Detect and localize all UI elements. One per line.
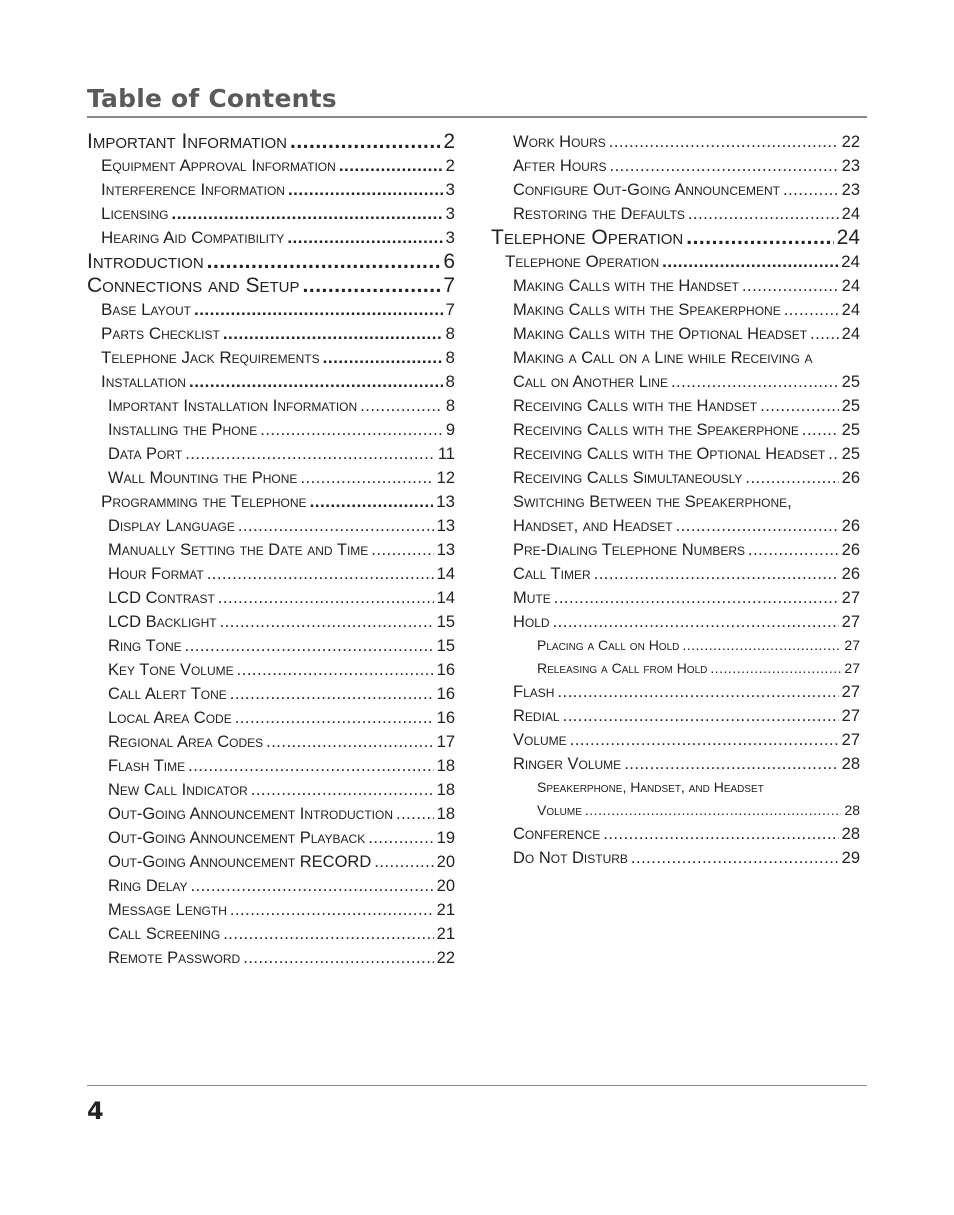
toc-entry-title: Ring Delay [108,877,188,895]
toc-entry-title: Making Calls with the Speakerphone [513,301,781,319]
toc-entry-page: 24 [841,301,860,319]
toc-entry[interactable] [87,490,455,514]
toc-left-column [87,130,455,970]
toc-entry[interactable] [87,634,455,658]
toc-entry-page: 25 [841,397,860,415]
toc-entry[interactable] [491,418,860,442]
toc-leader-dots [371,538,433,562]
toc-entry-page: 25 [841,445,860,463]
toc-leader-dots [260,418,443,442]
toc-entry[interactable] [87,466,455,490]
toc-leader-dots [603,822,838,846]
toc-leader-dots [243,946,433,970]
toc-entry[interactable] [491,610,860,634]
toc-entry-page: 22 [841,133,860,151]
toc-entry-title: Message Length [108,901,227,919]
toc-entry-page: 7 [445,300,455,319]
toc-entry[interactable] [491,274,860,298]
toc-leader-dots [557,680,838,704]
toc-entry[interactable] [87,298,455,322]
toc-entry-page: 7 [443,274,455,297]
toc-entry[interactable] [87,154,455,178]
toc-leader-dots [686,226,833,250]
toc-entry[interactable] [491,514,860,538]
toc-entry[interactable] [491,822,860,846]
toc-leader-dots [396,802,434,826]
toc-entry-page: 29 [841,849,860,867]
toc-entry-title: Ring Tone [108,637,182,655]
toc-leader-dots [223,322,443,346]
toc-leader-dots [688,202,839,226]
page-title: Table of Contents [87,84,337,113]
toc-entry-title: Pre-Dialing Telephone Numbers [513,541,745,559]
toc-entry[interactable] [491,776,860,799]
toc-leader-dots [207,250,441,274]
toc-entry[interactable] [491,298,860,322]
toc-entry-page: 28 [841,755,860,773]
toc-leader-dots [710,657,841,680]
toc-entry-page: 11 [437,445,455,463]
toc-entry-page: 13 [436,517,455,535]
toc-entry[interactable] [491,394,860,418]
toc-entry-title: Licensing [101,204,169,223]
toc-entry-title: Receiving Calls with the Speakerphone [513,421,799,439]
toc-entry-title: Equipment Approval Information [101,156,336,175]
toc-leader-dots [748,538,839,562]
toc-entry[interactable] [87,898,455,922]
toc-entry[interactable] [491,178,860,202]
footer-divider [87,1085,867,1086]
toc-entry[interactable] [491,634,860,657]
toc-entry-page: 27 [841,589,860,607]
toc-right-column [491,130,860,870]
toc-entry-page: 26 [841,469,860,487]
toc-entry-title: New Call Indicator [108,781,248,799]
toc-entry-page: 22 [436,949,455,967]
toc-entry-page: 14 [436,589,455,607]
toc-entry-title: Out-Going Announcement Playback [108,829,366,847]
toc-entry-title: Important Installation Information [108,397,358,415]
toc-entry-page: 8 [445,324,455,343]
toc-entry[interactable] [491,586,860,610]
toc-entry-page: 27 [841,731,860,749]
toc-entry-page: 21 [436,901,455,919]
toc-entry-title: Redial [513,707,560,725]
toc-entry-page: 9 [445,421,455,439]
toc-entry-title: Volume [513,731,567,749]
toc-entry-page: 20 [436,877,455,895]
toc-leader-dots [810,322,839,346]
toc-entry[interactable] [87,826,455,850]
toc-entry[interactable] [87,682,455,706]
toc-entry-page: 16 [436,661,455,679]
toc-entry-title: Display Language [108,517,235,535]
toc-entry-page: 3 [445,228,455,247]
toc-leader-dots [360,394,443,418]
toc-entry[interactable] [491,490,860,514]
toc-entry-page: 23 [841,157,860,175]
toc-entry[interactable] [87,778,455,802]
toc-leader-dots [207,562,434,586]
toc-leader-dots [570,728,839,752]
toc-entry[interactable] [87,346,455,370]
toc-leader-dots [266,730,434,754]
toc-entry[interactable] [87,874,455,898]
toc-entry-title: Data Port [108,445,183,463]
toc-entry-title: Call Timer [513,565,591,583]
toc-entry-page: 16 [436,685,455,703]
toc-entry-page: 2 [445,156,455,175]
toc-leader-dots [194,298,443,322]
toc-entry-page: 2 [443,130,455,153]
toc-entry-title: Base Layout [101,300,191,319]
toc-entry-title: Speakerphone, Handset, and Headset [537,779,764,795]
toc-entry-title: Out-Going Announcement Introduction [108,805,393,823]
toc-entry[interactable] [491,370,860,394]
toc-leader-dots [287,226,442,250]
toc-entry[interactable] [87,370,455,394]
toc-entry[interactable] [87,946,455,970]
toc-entry-page: 19 [436,829,455,847]
toc-entry-page: 27 [841,613,860,631]
toc-entry-title: Receiving Calls with the Optional Headset [513,445,826,463]
toc-leader-dots [339,154,443,178]
toc-entry-page: 27 [841,683,860,701]
toc-entry-title: Mute [513,589,551,607]
toc-entry-title: Wall Mounting the Phone [108,469,298,487]
toc-leader-dots [185,442,435,466]
toc-leader-dots [631,846,839,870]
toc-leader-dots [609,130,839,154]
toc-entry[interactable] [491,538,860,562]
toc-entry-title: Hearing Aid Compatibility [101,228,285,247]
toc-entry[interactable] [87,922,455,946]
toc-entry[interactable] [491,154,860,178]
toc-entry[interactable] [87,706,455,730]
toc-entry[interactable] [87,418,455,442]
toc-entry-title: Introduction [87,250,204,273]
toc-leader-dots [610,154,839,178]
toc-entry-page: 16 [436,709,455,727]
toc-entry-title: Important Information [87,130,287,153]
title-divider [87,116,867,118]
toc-leader-dots [676,514,839,538]
toc-entry[interactable] [87,130,455,154]
toc-leader-dots [554,586,839,610]
toc-entry-page: 27 [841,707,860,725]
toc-leader-dots [760,394,839,418]
toc-entry[interactable] [87,226,455,250]
toc-entry-title: Volume [537,802,582,818]
toc-entry-title: Restoring the Defaults [513,205,685,223]
toc-leader-dots [594,562,839,586]
toc-entry-page: 24 [841,325,860,343]
toc-leader-dots [235,706,434,730]
toc-entry-title: Making Calls with the Optional Headset [513,325,808,343]
toc-entry[interactable] [87,730,455,754]
toc-leader-dots [553,610,839,634]
toc-leader-dots [784,298,839,322]
toc-entry-page: 6 [443,250,455,273]
toc-entry-page: 13 [436,492,455,511]
toc-entry-page: 26 [841,541,860,559]
toc-leader-dots [230,898,434,922]
toc-leader-dots [238,514,434,538]
toc-entry[interactable] [491,680,860,704]
toc-leader-dots [624,752,838,776]
toc-entry-page: 25 [841,421,860,439]
toc-leader-dots [310,490,434,514]
toc-entry-title: Installing the Phone [108,421,258,439]
toc-entry-title: Handset, and Headset [513,517,673,535]
toc-entry-page: 17 [436,733,455,751]
toc-entry-title: Programming the Telephone [101,492,307,511]
toc-leader-dots [374,850,433,874]
toc-entry-page: 18 [436,781,455,799]
toc-entry-page: 3 [445,204,455,223]
toc-entry-page: 3 [445,180,455,199]
toc-leader-dots [682,634,841,657]
toc-entry-title: Parts Checklist [101,324,220,343]
toc-leader-dots [323,346,443,370]
toc-leader-dots [171,202,442,226]
toc-leader-dots [191,874,434,898]
toc-leader-dots [237,658,434,682]
toc-entry-title: Interference Information [101,180,285,199]
toc-entry[interactable] [491,202,860,226]
toc-entry-page: 14 [436,565,455,583]
toc-entry-title: Switching Between the Speakerphone, [513,493,792,511]
toc-entry-title: Manually Setting the Date and Time [108,541,369,559]
toc-entry-page: 24 [836,226,860,249]
toc-leader-dots [563,704,839,728]
toc-entry-title: Placing a Call on Hold [537,637,680,653]
toc-entry-title: Configure Out-Going Announcement [513,181,781,199]
toc-leader-dots [230,682,434,706]
toc-entry-title: Telephone Operation [491,226,684,249]
toc-entry[interactable] [491,346,860,370]
toc-entry[interactable] [491,704,860,728]
toc-entry-title: Ringer Volume [513,755,622,773]
toc-entry-title: Key Tone Volume [108,661,234,679]
toc-leader-dots [218,586,434,610]
toc-entry-page: 26 [841,565,860,583]
toc-entry[interactable] [491,322,860,346]
toc-entry[interactable] [87,442,455,466]
toc-entry-title: Remote Password [108,949,241,967]
toc-entry-page: 8 [445,372,455,391]
toc-entry-title: Local Area Code [108,709,232,727]
toc-entry-page: 20 [436,853,455,871]
toc-entry[interactable] [87,274,455,298]
toc-entry-title: Connections and Setup [87,274,300,297]
toc-leader-dots [303,274,441,298]
toc-entry-title: Flash [513,683,555,701]
toc-entry[interactable] [87,562,455,586]
toc-entry-page: 26 [841,517,860,535]
toc-entry[interactable] [491,657,860,680]
toc-leader-dots [223,922,433,946]
toc-entry-page: 25 [841,373,860,391]
toc-leader-dots [188,754,434,778]
toc-entry-page: 12 [436,469,455,487]
toc-leader-dots [288,178,443,202]
toc-entry-page: 15 [436,613,455,631]
toc-leader-dots [742,274,839,298]
toc-entry[interactable] [491,799,860,822]
toc-entry[interactable] [87,802,455,826]
toc-entry-page: 24 [841,252,860,271]
toc-entry-title: Telephone Operation [505,252,660,271]
toc-entry-title: LCD Backlight [108,613,217,631]
toc-leader-dots [290,130,440,154]
toc-leader-dots [300,466,433,490]
toc-entry[interactable] [87,754,455,778]
toc-entry-title: Call Screening [108,925,221,943]
toc-entry-title: LCD Contrast [108,589,215,607]
toc-entry-title: Releasing a Call from Hold [537,660,708,676]
toc-entry-title: Regional Area Codes [108,733,264,751]
toc-entry[interactable] [87,322,455,346]
toc-leader-dots [251,778,434,802]
toc-entry[interactable] [87,202,455,226]
toc-entry-page: 23 [841,181,860,199]
toc-entry[interactable] [87,250,455,274]
toc-entry-page: 24 [841,277,860,295]
toc-entry-title: Installation [101,372,186,391]
toc-leader-dots [802,418,839,442]
toc-entry[interactable] [491,466,860,490]
toc-leader-dots [585,799,842,822]
toc-entry[interactable] [491,728,860,752]
toc-entry[interactable] [87,514,455,538]
toc-entry-page: 21 [436,925,455,943]
toc-entry-page: 28 [841,825,860,843]
toc-leader-dots [368,826,433,850]
toc-entry-title: Telephone Jack Requirements [101,348,320,367]
toc-entry[interactable] [491,752,860,776]
toc-entry-title: Flash Time [108,757,186,775]
toc-leader-dots [189,370,443,394]
toc-entry-title: Making a Call on a Line while Receiving a [513,349,813,367]
toc-leader-dots [185,634,434,658]
toc-entry[interactable] [87,658,455,682]
toc-entry-page: 28 [844,802,860,818]
toc-entry-title: Out-Going Announcement RECORD [108,853,372,871]
toc-entry[interactable] [87,610,455,634]
toc-entry-page: 8 [445,348,455,367]
toc-entry[interactable] [491,846,860,870]
toc-entry[interactable] [87,394,455,418]
toc-entry[interactable] [87,850,455,874]
toc-entry-page: 8 [445,397,455,415]
toc-entry-title: Hour Format [108,565,204,583]
toc-entry-title: Call on Another Line [513,373,668,391]
toc-entry[interactable] [491,130,860,154]
toc-entry-page: 15 [436,637,455,655]
toc-entry[interactable] [87,586,455,610]
toc-leader-dots [745,466,838,490]
toc-leader-dots [671,370,839,394]
toc-entry-title: Hold [513,613,550,631]
toc-entry-title: After Hours [513,157,607,175]
toc-leader-dots [220,610,434,634]
toc-entry[interactable] [491,442,860,466]
toc-leader-dots [662,250,838,274]
toc-entry-title: Work Hours [513,133,606,151]
toc-entry[interactable] [87,538,455,562]
toc-entry-page: 27 [844,637,860,653]
page-number: 4 [87,1097,104,1125]
toc-entry[interactable] [491,562,860,586]
toc-entry-title: Call Alert Tone [108,685,227,703]
toc-entry-title: Receiving Calls Simultaneously [513,469,743,487]
toc-entry[interactable] [491,250,860,274]
toc-leader-dots [783,178,839,202]
toc-entry-page: 27 [844,660,860,676]
toc-entry-page: 13 [436,541,455,559]
toc-entry-title: Do Not Disturb [513,849,628,867]
toc-entry[interactable] [87,178,455,202]
toc-entry-title: Conference [513,825,601,843]
toc-entry-title: Making Calls with the Handset [513,277,739,295]
toc-entry[interactable] [491,226,860,250]
toc-entry-page: 18 [436,757,455,775]
toc-entry-page: 18 [436,805,455,823]
toc-entry-page: 24 [841,205,860,223]
toc-leader-dots [828,442,838,466]
toc-entry-title: Receiving Calls with the Handset [513,397,758,415]
